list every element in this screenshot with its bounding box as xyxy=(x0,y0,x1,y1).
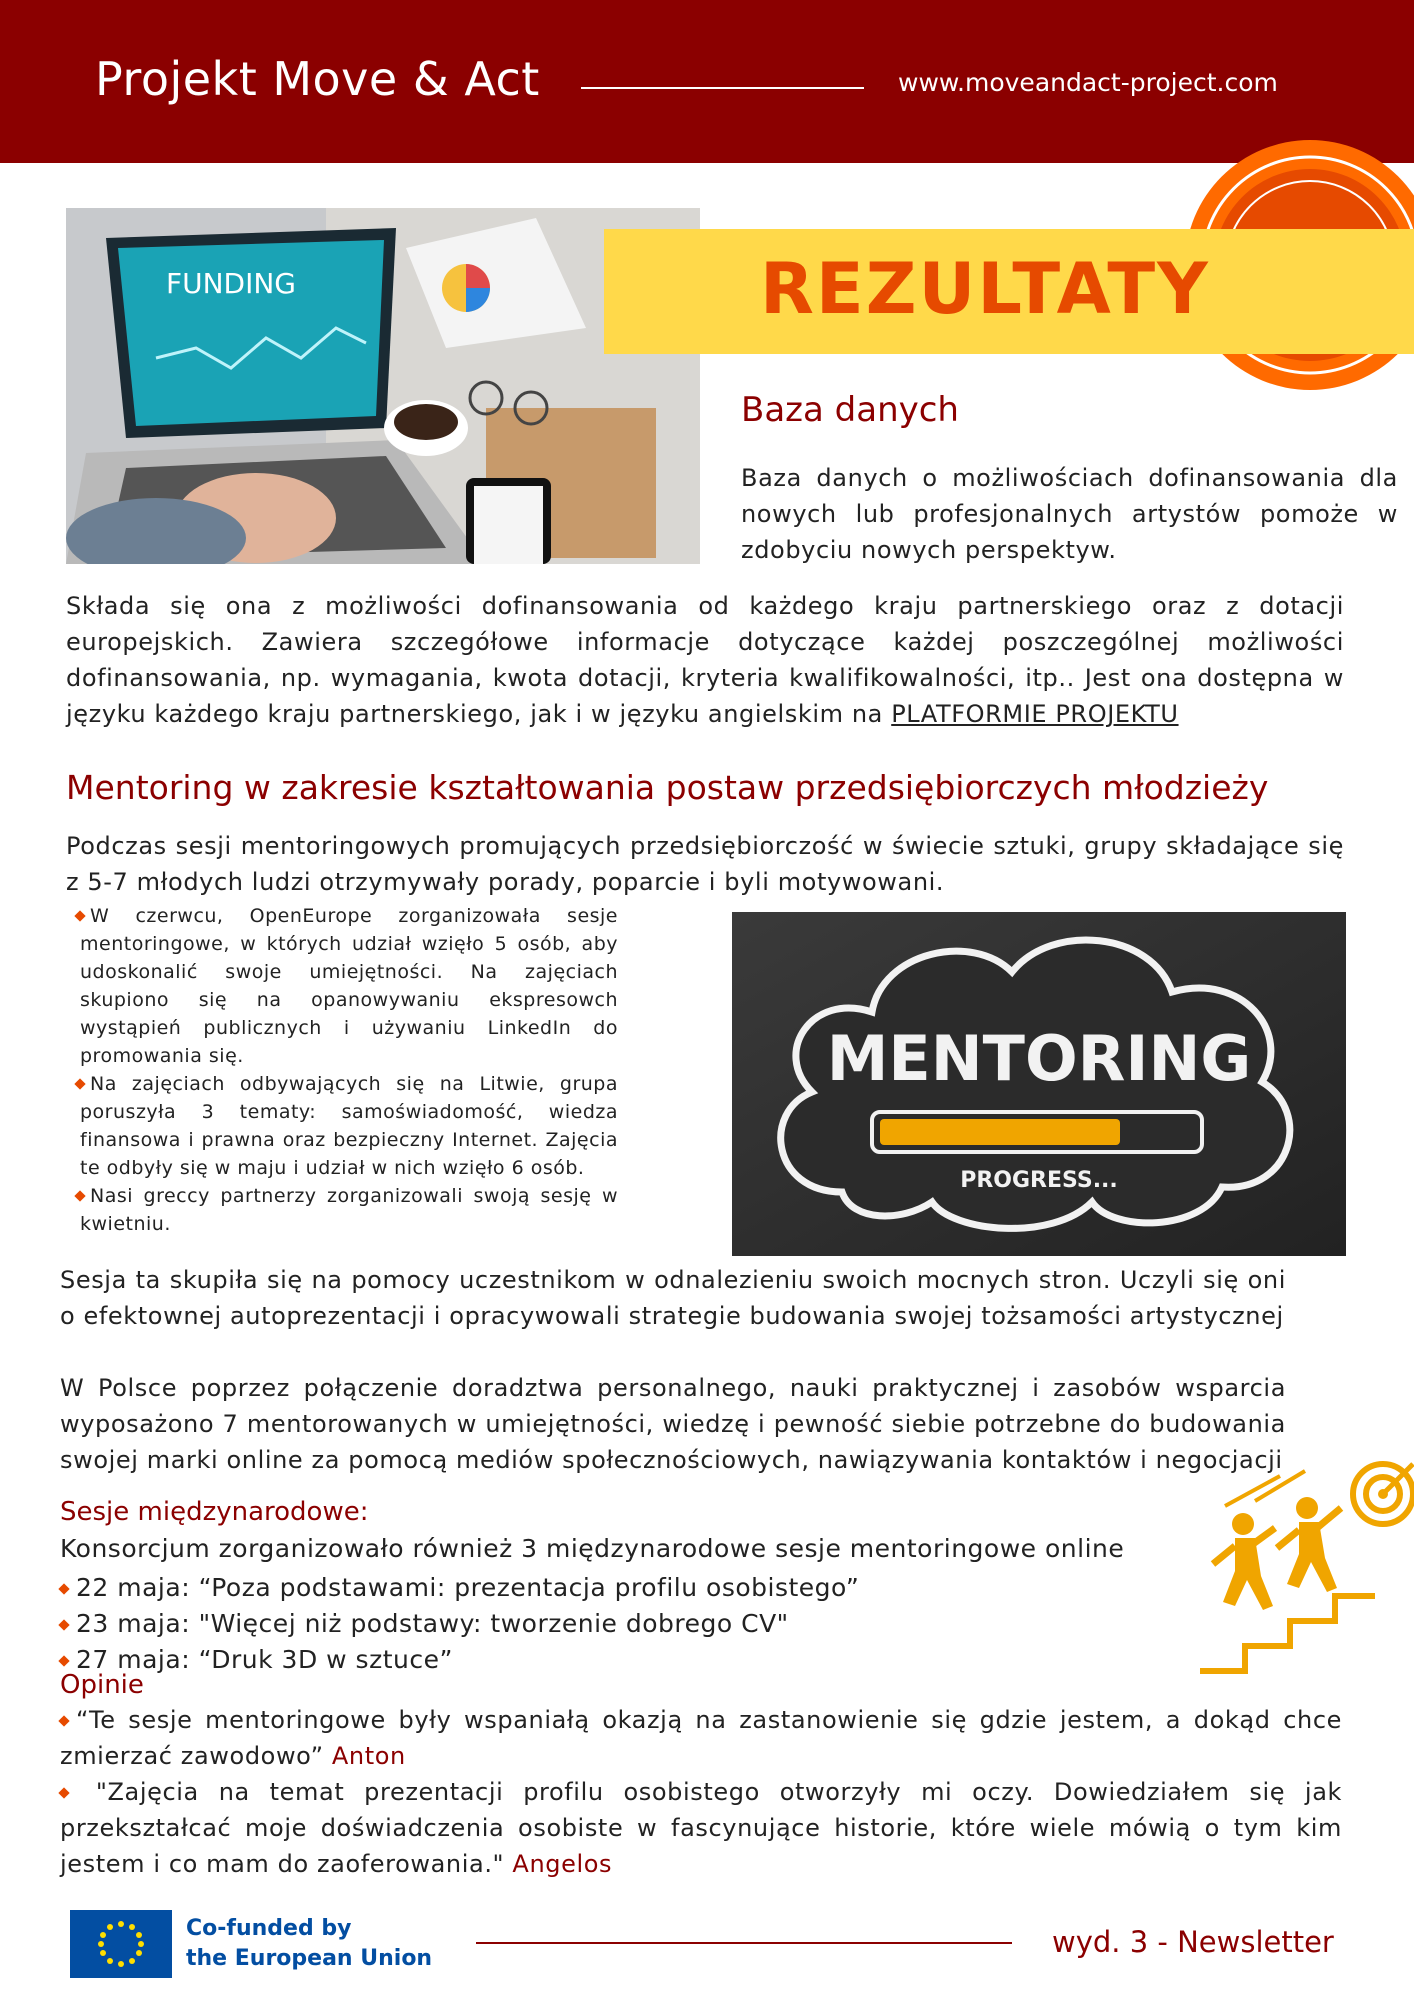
platform-link[interactable]: PLATFORMIE PROJEKTU xyxy=(891,700,1179,728)
quote: "Zajęcia na temat prezentacji profilu osobistego otworzyły mi oczy. Dowiedziałem się jak przekształcać moje doświadczenia osobiste w fascynujące historie, które wiele mówią o tym kim jestem i co mam do zaoferowania." Angelos xyxy=(60,1778,1343,1878)
mentoring-paragraph-3: W Polsce poprzez połączenie doradztwa personalnego, nauki praktycznej i zasobów wsparcia wyposażono 7 mentorowanych w umiejętności, wiedzę i pewność siebie potrzebne do budowania swojej marki online za pomocą mediów społecznościowych, nawiązywania kontaktów i negocjacji xyxy=(60,1374,1286,1474)
mentoring-intro: Podczas sesji mentoringowych promujących przedsiębiorczość w świecie sztuki, grupy składające się z 5-7 młodych ludzi otrzymywały porady, poparcie i byli motywowani. xyxy=(66,832,1344,896)
runners-target-icon xyxy=(1195,1456,1414,1678)
sesje-title: Sesje międzynarodowe: xyxy=(60,1497,369,1527)
mentoring-progress-image xyxy=(732,912,1346,1256)
sessions-list xyxy=(60,1570,859,1678)
eu-flag-icon xyxy=(70,1910,172,1978)
header-title: Projekt Move & Act xyxy=(95,52,540,106)
diamond-bullet-icon xyxy=(58,1619,69,1630)
mentoring-bullets xyxy=(66,902,618,1238)
baza-title: Baza danych xyxy=(741,390,959,430)
header-url[interactable]: www.moveandact-project.com xyxy=(898,68,1278,97)
diamond-bullet-icon xyxy=(58,1787,69,1798)
mentoring-title: Mentoring w zakresie kształtowania postaw przedsiębiorczych młodzieży xyxy=(66,768,1269,807)
baza-body-text: Składa się ona z możliwości dofinansowania od każdego kraju partnerskiego oraz z dotacji europejskich. Zawiera szczegółowe informacje dotyczące każdej poszczególnej możliwości dofinansowania, np. wymagania, kwota dotacji, kryteria kwalifikowalności, itp.. Jest ona dostępna w języku każdego kraju partnerskiego, jak i w języku angielskim na xyxy=(66,592,1344,728)
quote-author: Angelos xyxy=(512,1850,613,1878)
eu-line-1: Co-funded by xyxy=(186,1916,352,1941)
banner-title: REZULTATY xyxy=(760,248,1210,330)
funding-screen-text: FUNDING xyxy=(166,267,297,300)
diamond-bullet-icon xyxy=(58,1715,69,1726)
header-divider xyxy=(581,87,864,89)
baza-body xyxy=(66,588,1344,732)
quote-author: Anton xyxy=(331,1742,406,1770)
mentoring-paragraph-2: Sesja ta skupiła się na pomocy uczestnikom w odnalezieniu swoich mocnych stron. Uczyli się oni o efektownej autoprezentacji i opracywowali strategie budowania swojej tożsamości artystycznej xyxy=(60,1266,1286,1330)
quotes-list xyxy=(60,1702,1342,1882)
opinie-title: Opinie xyxy=(60,1670,144,1700)
baza-intro: Baza danych o możliwościach dofinansowania dla nowych lub profesjonalnych artystów pomoże w zdobyciu nowych perspektyw. xyxy=(741,464,1398,564)
eu-line-2: the European Union xyxy=(186,1946,433,1971)
mentoring-word: MENTORING xyxy=(826,1022,1252,1095)
list-item: 22 maja: “Poza podstawami: prezentacja profilu osobistego” xyxy=(60,1570,859,1606)
list-item: Na zajęciach odbywających się na Litwie, grupa poruszyła 3 tematy: samoświadomość, wiedza finansowa i prawna oraz bezpieczny Internet. Zajęcia te odbyły się w maju i udział w nich wzięło 6 osób. xyxy=(66,1070,618,1182)
eu-cofunded-text xyxy=(186,1914,432,1974)
diamond-bullet-icon xyxy=(58,1655,69,1666)
list-item: W czerwcu, OpenEurope zorganizowała sesje mentoringowe, w których udział wzięło 5 osób, aby udoskonalić swoje umiejętności. Na zajęciach skupiono się na opanowywaniu ekspresowch wystąpień publicznych i używaniu LinkedIn do promowania się. xyxy=(66,902,618,1070)
footer-edition: wyd. 3 - Newsletter xyxy=(1052,1925,1334,1959)
quote: “Te sesje mentoringowe były wspaniałą okazją na zastanowienie się gdzie jestem, a dokąd chce zmierzać zawodowo” Anton xyxy=(60,1706,1342,1770)
progress-word: PROGRESS... xyxy=(960,1168,1118,1193)
diamond-bullet-icon xyxy=(58,1583,69,1594)
footer-divider xyxy=(476,1942,1012,1944)
list-item: 27 maja: “Druk 3D w sztuce” xyxy=(60,1642,859,1678)
sesje-intro: Konsorcjum zorganizowało również 3 międzynarodowe sesje mentoringowe online xyxy=(60,1534,1125,1563)
list-item: 23 maja: "Więcej niż podstawy: tworzenie dobrego CV" xyxy=(60,1606,859,1642)
list-item: Nasi greccy partnerzy zorganizowali swoją sesję w kwietniu. xyxy=(66,1182,618,1238)
